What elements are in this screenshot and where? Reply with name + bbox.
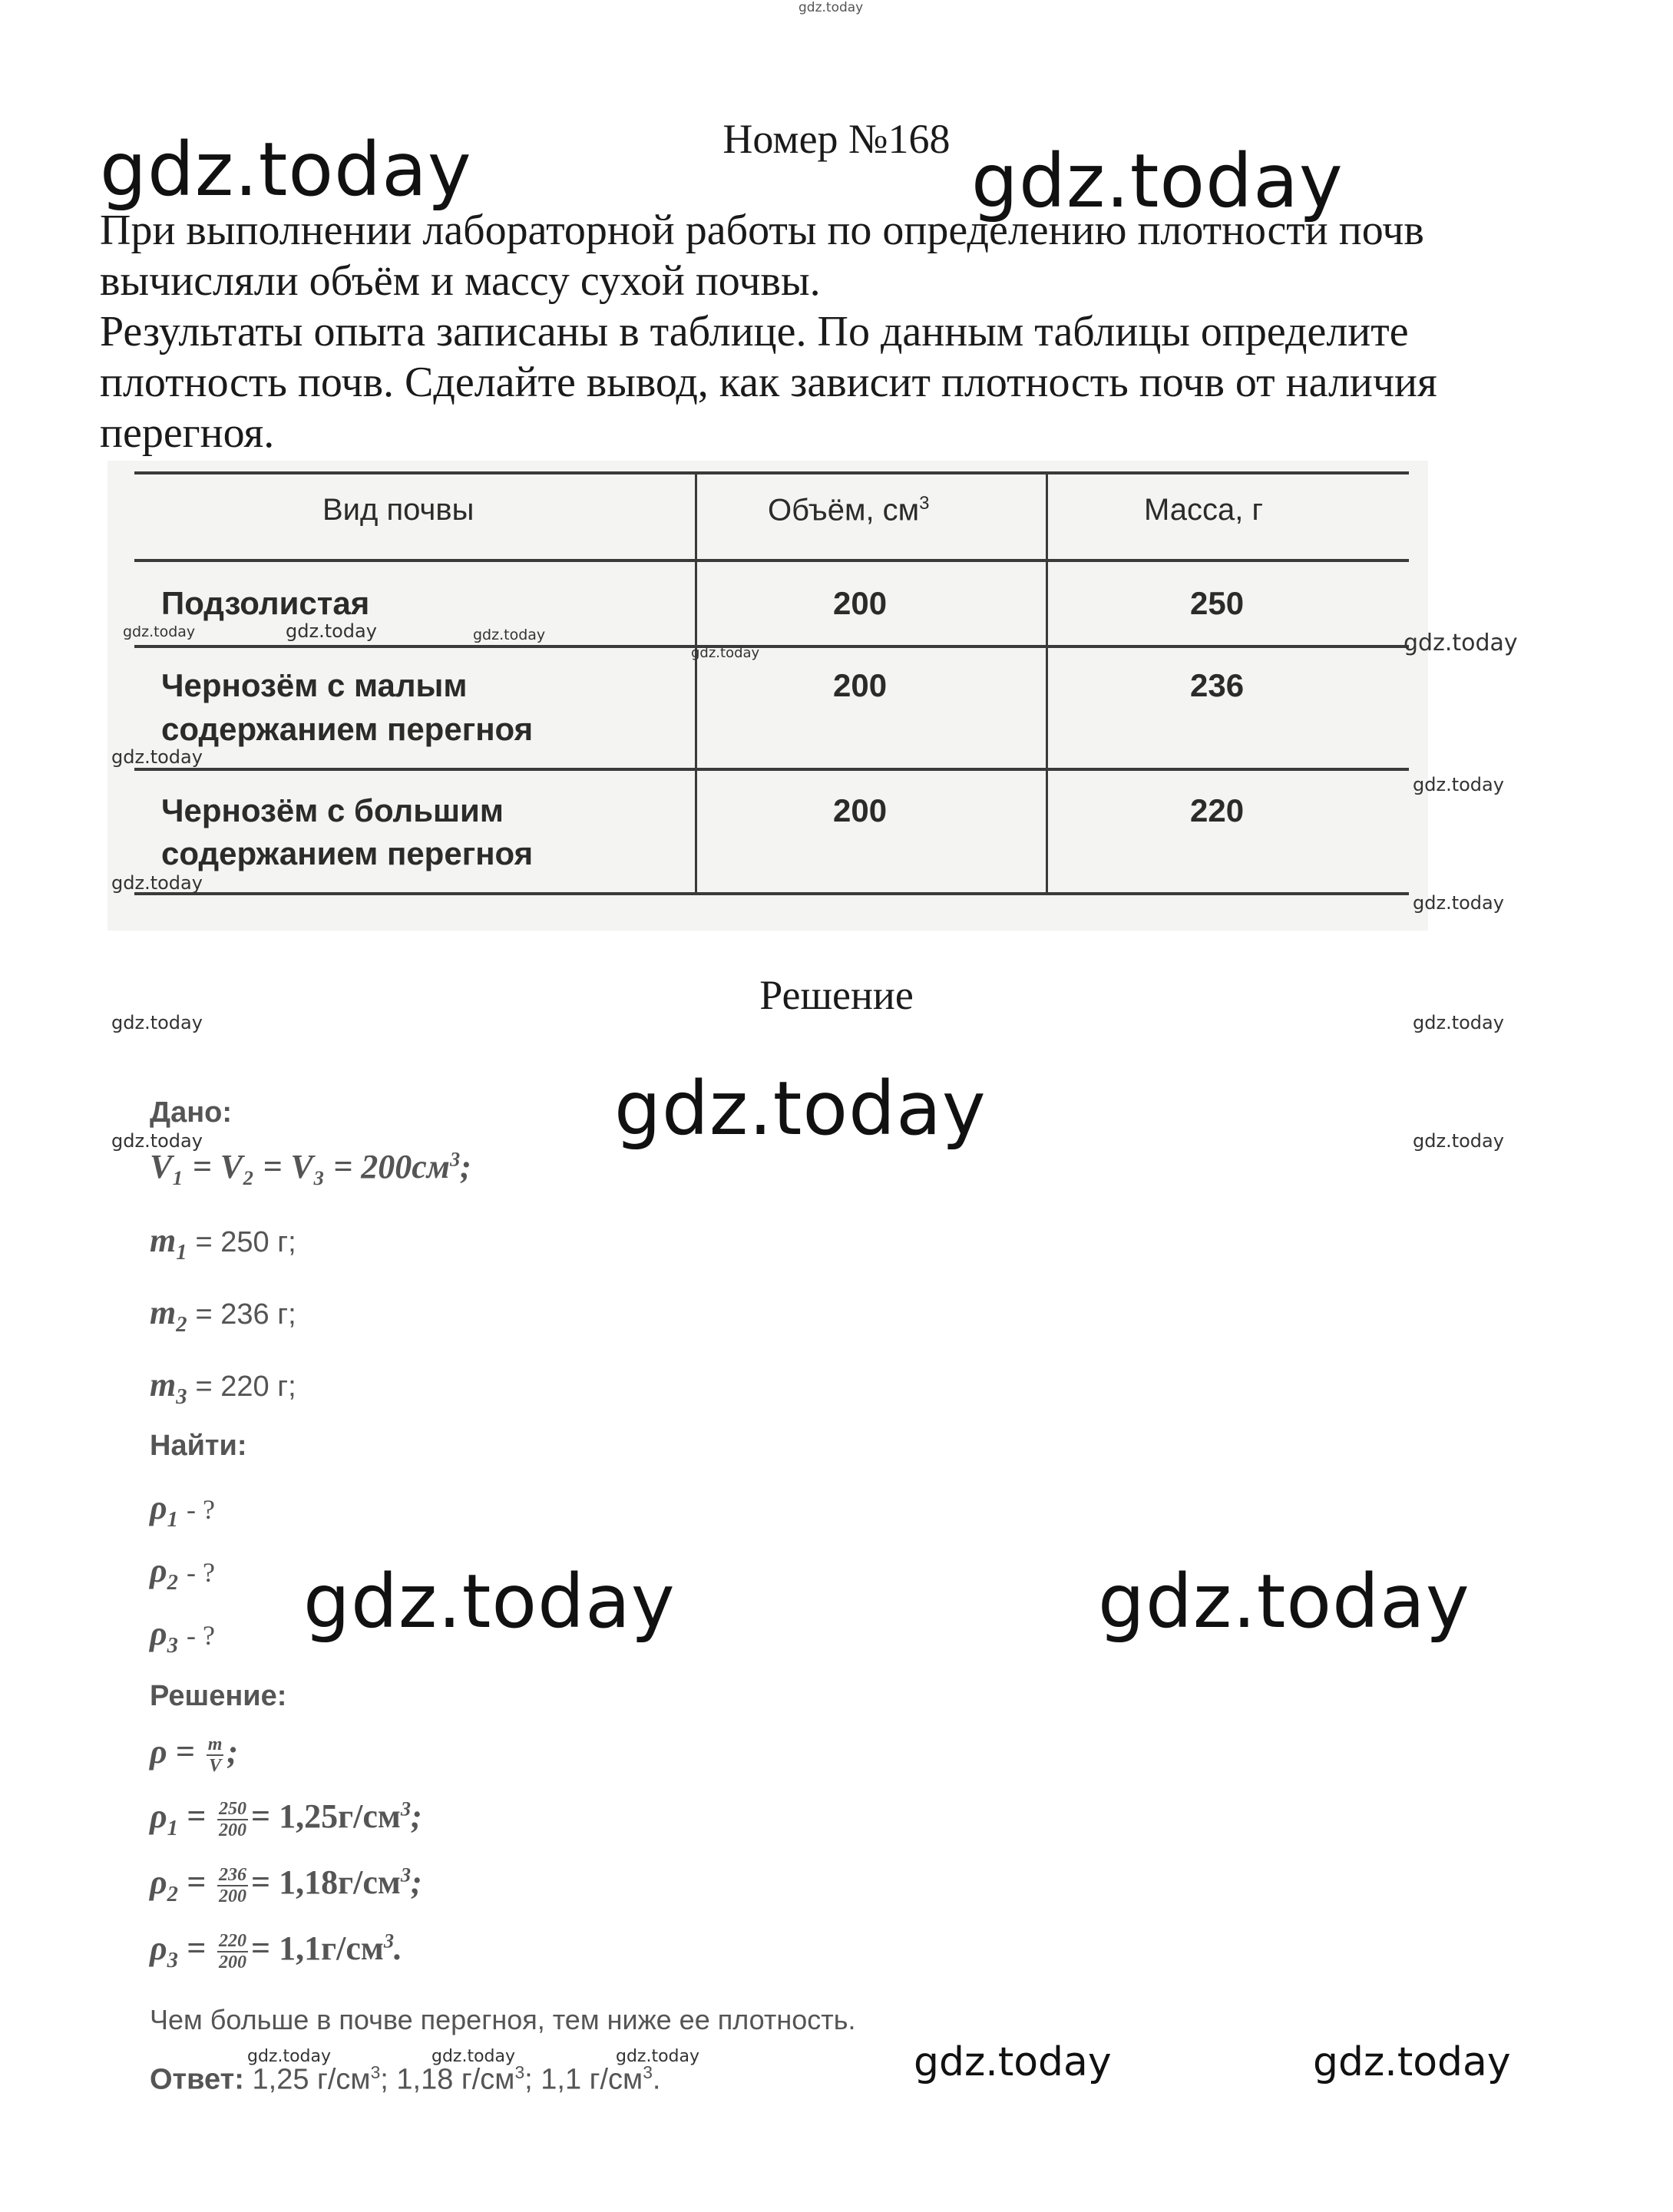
volume-equation: $V_1 = V_2 = V_3 = 200см^3$; [150,1147,471,1185]
density-calc-3: $\rho_3$ = $\frac{220}{200}$ = $1,1г/см^3$. [150,1929,403,1972]
table-cell-mass: 220 [1190,792,1245,828]
find-label: Найти: [150,1430,247,1462]
watermark: gdz.today [1098,1559,1470,1645]
density-formula: ρ = $\frac{m}{V}$ ; [150,1733,239,1776]
top-watermark: gdz.today [798,0,864,15]
solution-title: Решение [759,972,914,1018]
problem-line: плотность почв. Сделайте вывод, как зависит плотность почв от наличия [100,359,1437,406]
watermark: gdz.today [111,1012,203,1033]
table-cell-volume: 200 [833,585,888,621]
table-cell-type: Чернозём с большим [161,792,504,828]
table-rule [134,768,1409,771]
watermark: gdz.today [691,645,760,661]
soil-table [107,461,1428,931]
find-rho-2: $\rho_2$ - ? [150,1552,215,1595]
watermark: gdz.today [111,872,203,894]
watermark: gdz.today [111,746,203,768]
watermark: gdz.today [971,138,1344,224]
watermark: gdz.today [431,2047,516,2066]
solution-label: Решение: [150,1680,287,1712]
watermark: gdz.today [1413,892,1504,914]
density-calc-2: $\rho_2$ = $\frac{236}{200}$ = $1,18г/см^3$; [150,1863,422,1906]
watermark: gdz.today [1413,774,1504,795]
formula-numerator: m [207,1734,223,1754]
watermark: gdz.today [914,2039,1112,2085]
watermark: gdz.today [1404,630,1518,656]
table-header-type: Вид почвы [322,493,474,527]
watermark: gdz.today [303,1559,676,1645]
table-rule [134,471,1409,474]
problem-line: вычисляли объём и массу сухой почвы. [100,257,821,305]
table-cell-volume: 200 [833,792,888,828]
problem-line: перегноя. [100,409,275,457]
mass-1: $m_1 = 250$ г; [150,1222,296,1265]
watermark: gdz.today [1413,1130,1504,1152]
formula-denominator: V [209,1755,222,1776]
watermark: gdz.today [286,620,377,642]
page-title: Номер №168 [722,116,951,162]
given-label: Дано: [150,1096,233,1129]
problem-line: Результаты опыта записаны в таблице. По данным таблицы определите [100,308,1409,355]
watermark: gdz.today [1313,2039,1511,2085]
watermark: gdz.today [111,1130,203,1152]
table-cell-type: Подзолистая [161,585,370,621]
table-cell-type: Чернозём с малым [161,667,468,703]
watermark: gdz.today [614,1066,987,1152]
table-cell-volume: 200 [833,667,888,703]
watermark: gdz.today [616,2047,700,2066]
find-rho-3: $\rho_3$ - ? [150,1615,215,1658]
table-rule [134,559,1409,562]
watermark: gdz.today [123,623,196,640]
conclusion: Чем больше в почве перегноя, тем ниже ее плотность. [150,2004,856,2035]
watermark: gdz.today [1413,1012,1504,1033]
table-rule [134,892,1409,895]
watermark: gdz.today [247,2047,332,2066]
table-header-mass: Масса, г [1144,493,1264,527]
table-header-volume: Объём, $см^3$ [768,493,930,527]
table-cell-mass: 236 [1190,667,1245,703]
watermark: gdz.today [473,627,546,643]
watermark: gdz.today [100,127,472,213]
table-cell-type: содержанием перегноя [161,835,534,871]
mass-3: $m_3 = 220$ г; [150,1366,296,1409]
find-rho-1: $\rho_1$ - ? [150,1489,215,1532]
table-rule [695,471,697,894]
answer: Ответ: 1,25 $г/см^3$; 1,18 $г/см^3$; 1,1 $г/см^3$. [150,2062,661,2096]
table-cell-type: содержанием перегноя [161,711,534,747]
table-rule [134,645,1409,648]
table-cell-mass: 250 [1190,585,1245,621]
mass-2: $m_2 = 236$ г; [150,1294,296,1337]
problem-line: При выполнении лабораторной работы по определению плотности почв [100,207,1424,254]
table-rule [1046,471,1048,894]
density-calc-1: $\rho_1$ = $\frac{250}{200}$ = $1,25г/см^3$; [150,1797,422,1840]
